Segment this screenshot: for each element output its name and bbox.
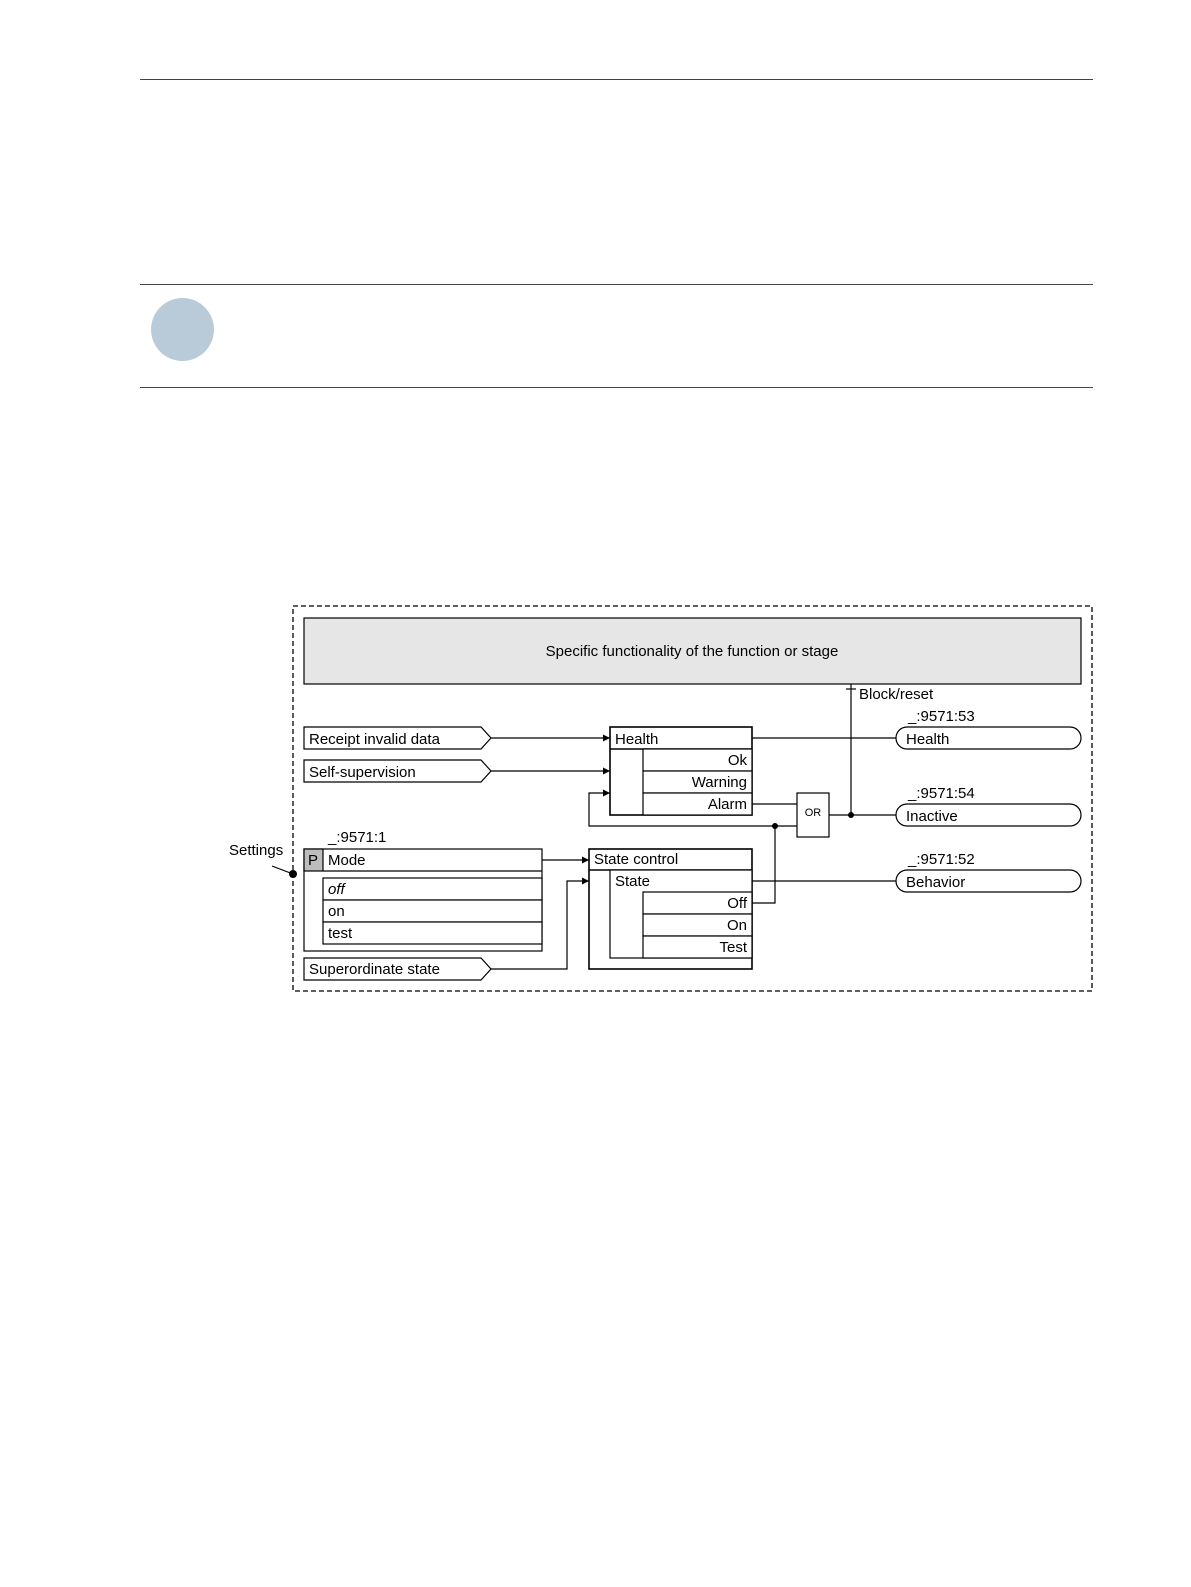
input-self-supervision-label: Self-supervision <box>309 764 416 781</box>
mode-option-off-label: off <box>328 881 345 898</box>
mode-option-on <box>323 900 542 922</box>
mode-param-tag-label: P <box>307 852 319 869</box>
input-superordinate-state-label: Superordinate state <box>309 961 440 978</box>
mode-option-off <box>323 878 542 900</box>
output-inactive-id: _:9571:54 <box>908 785 975 802</box>
output-health-label: Health <box>906 731 950 748</box>
or-gate-label: OR <box>804 807 822 819</box>
settings-label: Settings <box>229 842 284 859</box>
function-block-label: Specific functionality of the function or stage <box>545 643 839 660</box>
state-control-title: State control <box>594 851 679 868</box>
output-inactive-label: Inactive <box>906 808 958 825</box>
junction-dot-state-off <box>772 823 778 829</box>
state-row-off-label: Off <box>727 895 747 912</box>
output-behavior-label: Behavior <box>906 874 966 891</box>
mode-param-id: _:9571:1 <box>328 829 387 846</box>
state-label: State <box>615 873 651 890</box>
mode-option-test-label: test <box>328 925 353 942</box>
mode-option-test <box>323 922 542 944</box>
output-health-id: _:9571:53 <box>908 708 975 725</box>
health-row-warning-label: Warning <box>691 774 747 791</box>
state-row-test-label: Test <box>719 939 747 956</box>
output-behavior-id: _:9571:52 <box>908 851 975 868</box>
mode-option-on-label: on <box>328 903 345 920</box>
mode-param-title: Mode <box>328 852 366 869</box>
input-receipt-invalid-data-label: Receipt invalid data <box>309 731 440 748</box>
health-row-alarm-label: Alarm <box>707 796 747 813</box>
health-row-ok-label: Ok <box>727 752 747 769</box>
health-block-title: Health <box>615 731 659 748</box>
settings-dot <box>289 870 297 878</box>
block-reset-label: Block/reset <box>859 686 934 703</box>
state-row-on-label: On <box>726 917 747 934</box>
junction-dot-inactive <box>848 812 854 818</box>
